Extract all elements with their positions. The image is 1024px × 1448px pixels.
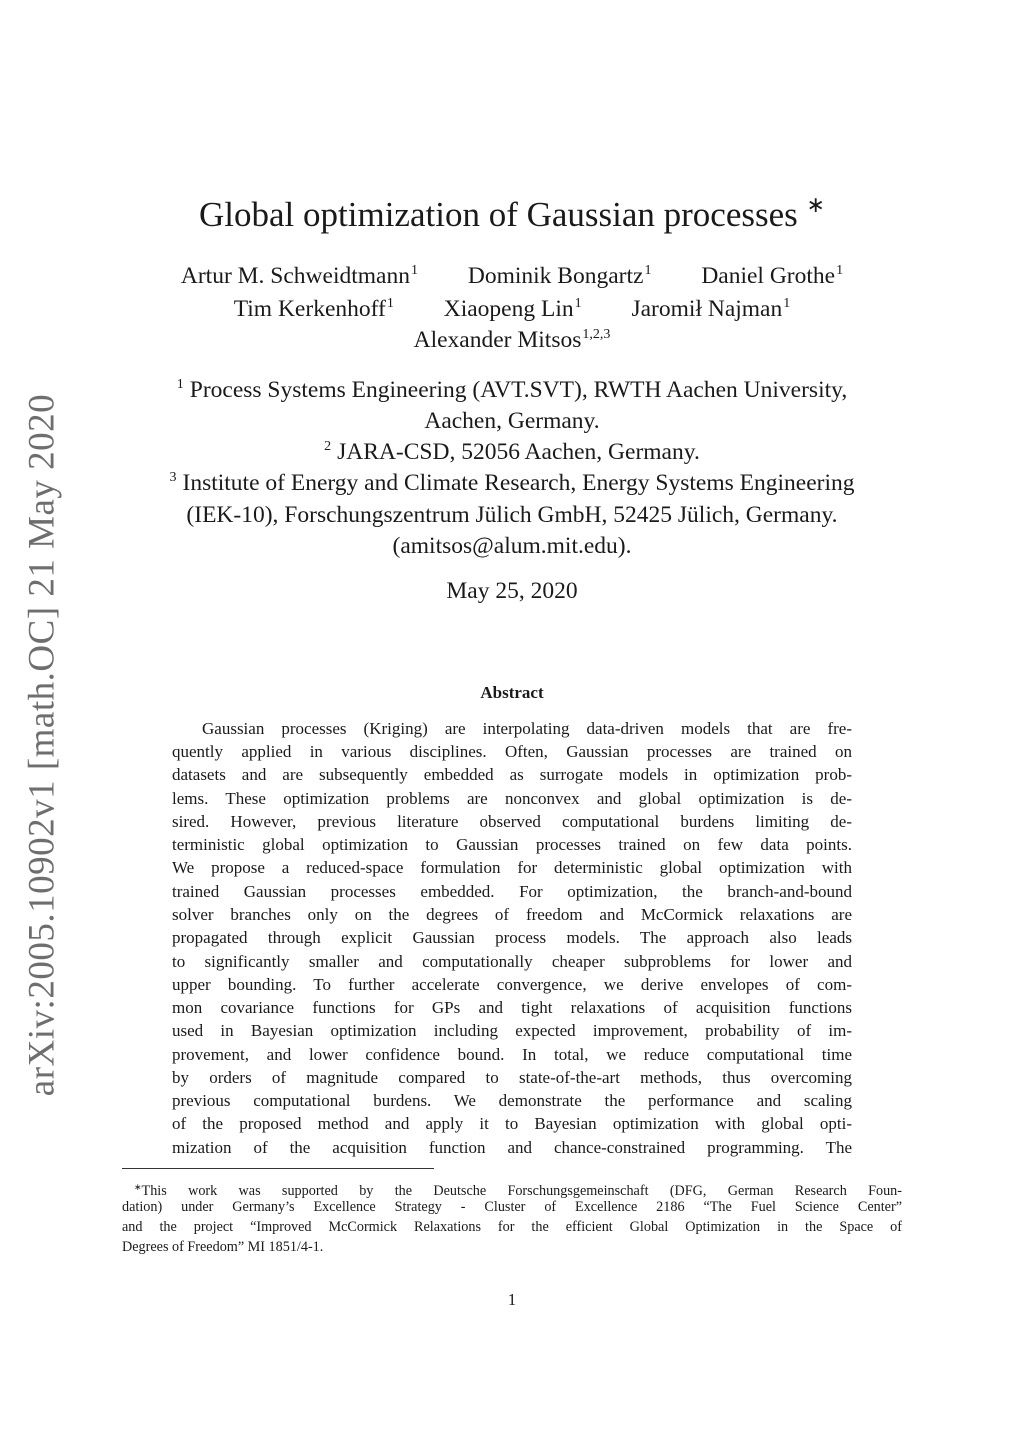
arxiv-identifier: arXiv:2005.10902v1 [math.OC] 21 May 2020 [21, 393, 63, 1097]
affiliation-2: $^2$ JARA-CSD, 52056 Aachen, Germany. [324, 439, 700, 465]
author-row-3 [0, 327, 1024, 354]
affiliation-3: $^3$ Institute of Energy and Climate Research, Energy Systems Engineering [169, 470, 855, 496]
author: Jaromił Najman$^1$ [631, 296, 791, 322]
footnote-line: and the project “Improved McCormick Relaxations for the efficient Global Optimization in the Space of [122, 1219, 902, 1235]
author: Xiaopeng Lin$^1$ [443, 296, 582, 322]
abstract-line: trained Gaussian processes embedded. For optimization, the branch-and-bound [172, 882, 852, 901]
author-row-2 [0, 296, 1024, 323]
paper-title [0, 192, 1024, 235]
abstract-line: previous computational burdens. We demonstrate the performance and scaling [172, 1091, 852, 1110]
abstract-line: We propose a reduced-space formulation for deterministic global optimization with [172, 858, 852, 877]
abstract-line: solver branches only on the degrees of freedom and McCormick relaxations are [172, 905, 852, 924]
affiliation-3-cont: (IEK-10), Forschungszentrum Jülich GmbH, 52425 Jülich, Germany. [186, 502, 838, 528]
author: Dominik Bongartz$^1$ [467, 263, 652, 289]
page-number: 1 [507, 1290, 517, 1309]
contact-email[interactable]: (amitsos@alum.mit.edu). [392, 533, 632, 559]
abstract-line: sired. However, previous literature observed computational burdens limiting de- [172, 812, 852, 831]
abstract-line: datasets and are subsequently embedded as surrogate models in optimization prob- [172, 765, 852, 784]
author-row-1 [0, 263, 1024, 290]
abstract-heading: Abstract [480, 683, 544, 702]
author: Alexander Mitsos$^{1,2,3}$ [413, 327, 611, 353]
abstract-line: by orders of magnitude compared to state-of-the-art methods, thus overcoming [172, 1068, 852, 1087]
author: Artur M. Schweidtmann$^1$ [180, 263, 418, 289]
affiliation-1: $^1$ Process Systems Engineering (AVT.SVT), RWTH Aachen University, [176, 377, 848, 403]
footnote-line: ∗This work was supported by the Deutsche Forschungsgemeinschaft (DFG, German Research Foun- [134, 1182, 902, 1199]
abstract-line: used in Bayesian optimization including expected improvement, probability of im- [172, 1021, 852, 1040]
footnote-line: dation) under Germany’s Excellence Strategy - Cluster of Excellence 2186 “The Fuel Science Center” [122, 1199, 902, 1215]
abstract-line: upper bounding. To further accelerate convergence, we derive envelopes of com- [172, 975, 852, 994]
abstract-line: Gaussian processes (Kriging) are interpolating data-driven models that are fre- [202, 719, 852, 738]
abstract-line: mization of the acquisition function and chance-constrained programming. The [172, 1138, 852, 1157]
author: Tim Kerkenhoff$^1$ [233, 296, 394, 322]
footnote-mark: ∗ [134, 1182, 142, 1192]
paper-title-text: Global optimization of Gaussian processes [199, 195, 798, 234]
title-footnote-mark: ∗ [806, 192, 825, 217]
author: Daniel Grothe$^1$ [701, 263, 844, 289]
abstract-line: quently applied in various disciplines. Often, Gaussian processes are trained on [172, 742, 852, 761]
abstract-line: terministic global optimization to Gaussian processes trained on few data points. [172, 835, 852, 854]
paper-date: May 25, 2020 [446, 578, 578, 604]
affiliation-1-cont: Aachen, Germany. [424, 408, 600, 434]
abstract-line: mon covariance functions for GPs and tight relaxations of acquisition functions [172, 998, 852, 1017]
footnote-divider [122, 1168, 434, 1169]
footnote-line: Degrees of Freedom” MI 1851/4-1. [122, 1239, 324, 1255]
abstract-line: of the proposed method and apply it to Bayesian optimization with global opti- [172, 1114, 852, 1133]
abstract-line: lems. These optimization problems are nonconvex and global optimization is de- [172, 789, 852, 808]
abstract-line: propagated through explicit Gaussian process models. The approach also leads [172, 928, 852, 947]
abstract-line: provement, and lower confidence bound. In total, we reduce computational time [172, 1045, 852, 1064]
abstract-line: to significantly smaller and computationally cheaper subproblems for lower and [172, 952, 852, 971]
